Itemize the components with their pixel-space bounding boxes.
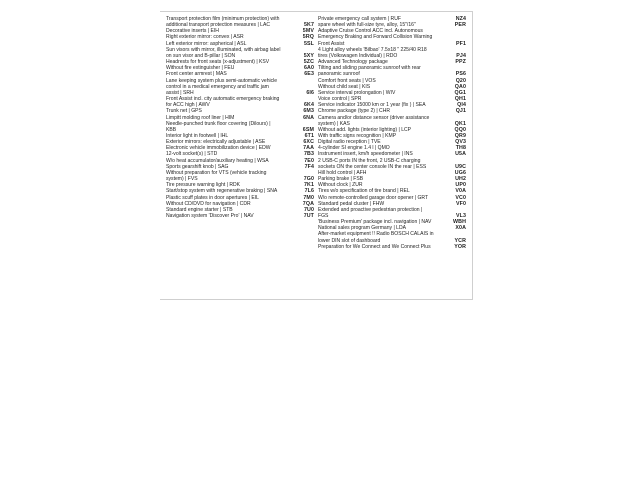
equipment-description: Service interval prolongation | WIV	[318, 89, 396, 96]
equipment-row	[318, 244, 466, 250]
equipment-code: UG6	[454, 169, 466, 176]
equipment-description: 'Business Premium' package incl. navigation | NAV	[318, 219, 432, 226]
equipment-description: Sports gearshift knob | SAG	[166, 163, 229, 170]
equipment-code: 7F4	[304, 163, 314, 170]
equipment-description: Lane keeping system plus semi-automatic vehicle control in a medical emergency and traffic jam assist | SRH	[166, 77, 278, 96]
equipment-description: Voice control | SPR	[318, 96, 362, 103]
equipment-code: NZ4	[455, 16, 466, 22]
equipment-description: Plastic scuff plates in door apertures | EIL	[166, 194, 259, 201]
equipment-code: YCR	[454, 237, 466, 244]
equipment-description: Interior light in footwell | IHL	[166, 132, 229, 139]
equipment-description: 4-cylinder SI engine 1.4 l | QMO	[318, 145, 390, 152]
frame-top-border	[160, 11, 473, 12]
equipment-row	[166, 96, 314, 108]
equipment-row	[166, 121, 314, 133]
equipment-description: Front Assist incl. city automatic emergency braking for ACC high | AWV	[166, 96, 280, 109]
equipment-row	[318, 28, 466, 46]
equipment-description: Preparation for We Connect and We Connect Plus	[318, 243, 431, 250]
equipment-description: Standard pedal cluster | FHW	[318, 200, 385, 207]
equipment-code: 5RQ	[302, 34, 314, 41]
equipment-code: U5A	[455, 151, 466, 158]
equipment-code: QA0	[454, 83, 466, 90]
equipment-description: Electronic vehicle immobilization device | EDW	[166, 145, 271, 152]
equipment-code: 7K1	[303, 182, 314, 189]
frame-bottom-border	[160, 299, 473, 300]
equipment-description: Without fire extinguisher | FEU	[166, 65, 235, 72]
equipment-code: 5ZC	[303, 59, 314, 66]
equipment-code: UH2	[455, 176, 466, 183]
equipment-row	[318, 115, 466, 127]
equipment-row	[166, 47, 314, 59]
equipment-description: 12-volt socket(s) | STD	[166, 151, 218, 158]
equipment-description: After-market equipment !! Radio BOSCH CALAIS in lower DIN slot of dashboard	[318, 231, 434, 244]
equipment-description: Chrome package (type 2) | CHR	[318, 108, 390, 115]
equipment-description: Without CD/DVD for navigation | CDR	[166, 200, 251, 207]
equipment-code: 6A0	[303, 65, 314, 72]
equipment-code: 6XC	[303, 139, 314, 146]
equipment-description: Without clock | ZUR	[318, 182, 363, 189]
equipment-code: QJ1	[455, 108, 466, 115]
equipment-description: Navigation system 'Discover Pro' | NAV	[166, 213, 254, 219]
equipment-code: 7E0	[304, 157, 314, 164]
equipment-code: Q20	[455, 77, 466, 84]
equipment-description: Tire pressure warning light | RDK	[166, 182, 241, 189]
equipment-code: QK1	[454, 120, 466, 127]
equipment-code: 7AA	[303, 145, 314, 152]
equipment-code: PF1	[455, 40, 466, 47]
equipment-code: QG1	[454, 89, 466, 96]
equipment-description: Service indicator 15000 km or 1 year (fix ) | SEA	[318, 102, 426, 109]
equipment-row	[166, 213, 314, 219]
equipment-description: Transport protection film (minimum protection) with additional transport protection measures | LAC	[166, 16, 280, 29]
equipment-code: PJ4	[456, 52, 466, 59]
equipment-code: 6T1	[304, 132, 314, 139]
equipment-description: 4 Light alloy wheels 'Bilbao' 7.5x18 " 225/40 R18 tires (Volkswagen Individual) | RDO	[318, 46, 427, 59]
equipment-row	[166, 78, 314, 96]
equipment-description: Right exterior mirror: convex | ASR	[166, 34, 244, 41]
equipment-description: spare wheel with full-size tyre, alloy, 15"/16"	[318, 22, 416, 29]
equipment-description: 2 USB-C ports IN the front, 2 USB-C charging sockets ON the center console IN the rear | ESS	[318, 157, 427, 170]
equipment-code: 7B3	[303, 151, 314, 158]
equipment-code: 7L6	[304, 188, 314, 195]
equipment-row	[318, 207, 466, 219]
equipment-code: X0A	[455, 225, 466, 232]
equipment-row	[318, 65, 466, 77]
equipment-description: Without add. lights (interior lighting) | LCP	[318, 126, 412, 133]
equipment-description: W/o remote-controlled garage door opener | GRT	[318, 194, 429, 201]
equipment-code: QQ0	[454, 126, 466, 133]
equipment-code: QR9	[454, 132, 466, 139]
equipment-row	[318, 158, 466, 170]
equipment-code: UP0	[455, 182, 466, 189]
equipment-code: 5SL	[303, 40, 314, 47]
equipment-code: 7G0	[303, 176, 314, 183]
equipment-description: Tilting and sliding panoramic sunroof with rear panoramic sunroof	[318, 65, 421, 78]
equipment-row	[318, 47, 466, 59]
equipment-code: PER	[454, 22, 466, 29]
equipment-row	[318, 231, 466, 243]
equipment-description: Sun visors with mirror, illuminated, with airbag label on sun visor and B-pillar | SON	[166, 46, 281, 59]
equipment-code: 7U0	[303, 206, 314, 213]
equipment-code: 5K7	[303, 22, 314, 29]
equipment-description: Digital radio reception | TVE	[318, 139, 381, 146]
equipment-code: WBH	[453, 219, 466, 226]
equipment-description: Trunk net | GPS	[166, 108, 202, 115]
equipment-description: Instrument insert, km/h speedometer | INS	[318, 151, 413, 158]
equipment-row	[166, 170, 314, 182]
equipment-code: QV3	[455, 139, 466, 146]
equipment-description: Tires w/o specification of tire brand | REL	[318, 188, 410, 195]
equipment-description: Limpitt molding roof liner | HIM	[166, 114, 235, 121]
equipment-description: Needle-punched trunk floor covering (Dilours) | KBB	[166, 120, 271, 133]
equipment-code: QH1	[454, 96, 466, 103]
equipment-code: 7UT	[303, 213, 314, 219]
equipment-code: 7QA	[302, 200, 314, 207]
equipment-description: Front center armrest | MAS	[166, 71, 227, 78]
equipment-row	[166, 16, 314, 28]
equipment-description: With traffic signs recognition | KMP	[318, 132, 397, 139]
equipment-code: PPZ	[455, 59, 466, 66]
equipment-column-left	[166, 16, 314, 219]
equipment-code: YOR	[454, 243, 466, 250]
equipment-description: W/o heat accumulator/auxiliary heating | WSA	[166, 157, 269, 164]
equipment-code: QI4	[457, 102, 466, 109]
equipment-description: Without preparation for VTS (vehicle tracking system) | FVS	[166, 169, 267, 183]
equipment-code: VC0	[455, 194, 466, 201]
equipment-code: 5XY	[303, 52, 314, 59]
equipment-description: National sales program Germany | LDA	[318, 225, 406, 232]
equipment-description: Parking brake | FSB	[318, 176, 364, 183]
equipment-code: U9C	[455, 163, 466, 170]
equipment-description: Headrests for front seats (x-adjustment) | KSV	[166, 59, 270, 66]
equipment-code: TH8	[455, 145, 466, 152]
equipment-description: Adaptive Cruise Control ACC incl. Autonomous Emergency Braking and Forward Collision Warning Front Assist	[318, 28, 433, 47]
equipment-description: Private emergency call system | RUF	[318, 16, 401, 22]
equipment-description: Left exterior mirror: aspherical | ASL	[166, 40, 247, 47]
equipment-column-right	[318, 16, 466, 250]
equipment-code: 5MV	[302, 28, 314, 35]
equipment-description: Start/stop system with regenerative braking | SNA	[166, 188, 278, 195]
equipment-code: 6I6	[306, 89, 314, 96]
equipment-code: PS6	[455, 71, 466, 78]
equipment-code: VF0	[455, 200, 466, 207]
equipment-description: Camera and/or distance sensor (driver assistance system) | KAS	[318, 114, 430, 127]
equipment-description: Hill hold control | AFH	[318, 169, 367, 176]
equipment-code: 6M3	[303, 108, 314, 115]
equipment-code: 7M0	[303, 194, 314, 201]
equipment-description: Extended and proactive pedestrian protection | FGS	[318, 206, 423, 219]
equipment-code: 6SM	[302, 126, 314, 133]
equipment-description: Standard engine starter | STB	[166, 206, 233, 213]
equipment-code: 6NA	[303, 114, 314, 121]
equipment-description: Exterior mirrors: electrically adjustable | ASE	[166, 139, 266, 146]
frame-right-border	[472, 11, 473, 300]
equipment-code: 6K4	[303, 102, 314, 109]
equipment-description: Advanced Technology package	[318, 59, 388, 66]
equipment-description: Without child seat | KIS	[318, 83, 371, 90]
equipment-description: Comfort front seats | VOS	[318, 77, 376, 84]
equipment-description: Decorative inserts | EIH	[166, 28, 219, 35]
equipment-code: V0A	[455, 188, 466, 195]
equipment-code: VL3	[455, 213, 466, 219]
equipment-code: 6E3	[304, 71, 314, 78]
